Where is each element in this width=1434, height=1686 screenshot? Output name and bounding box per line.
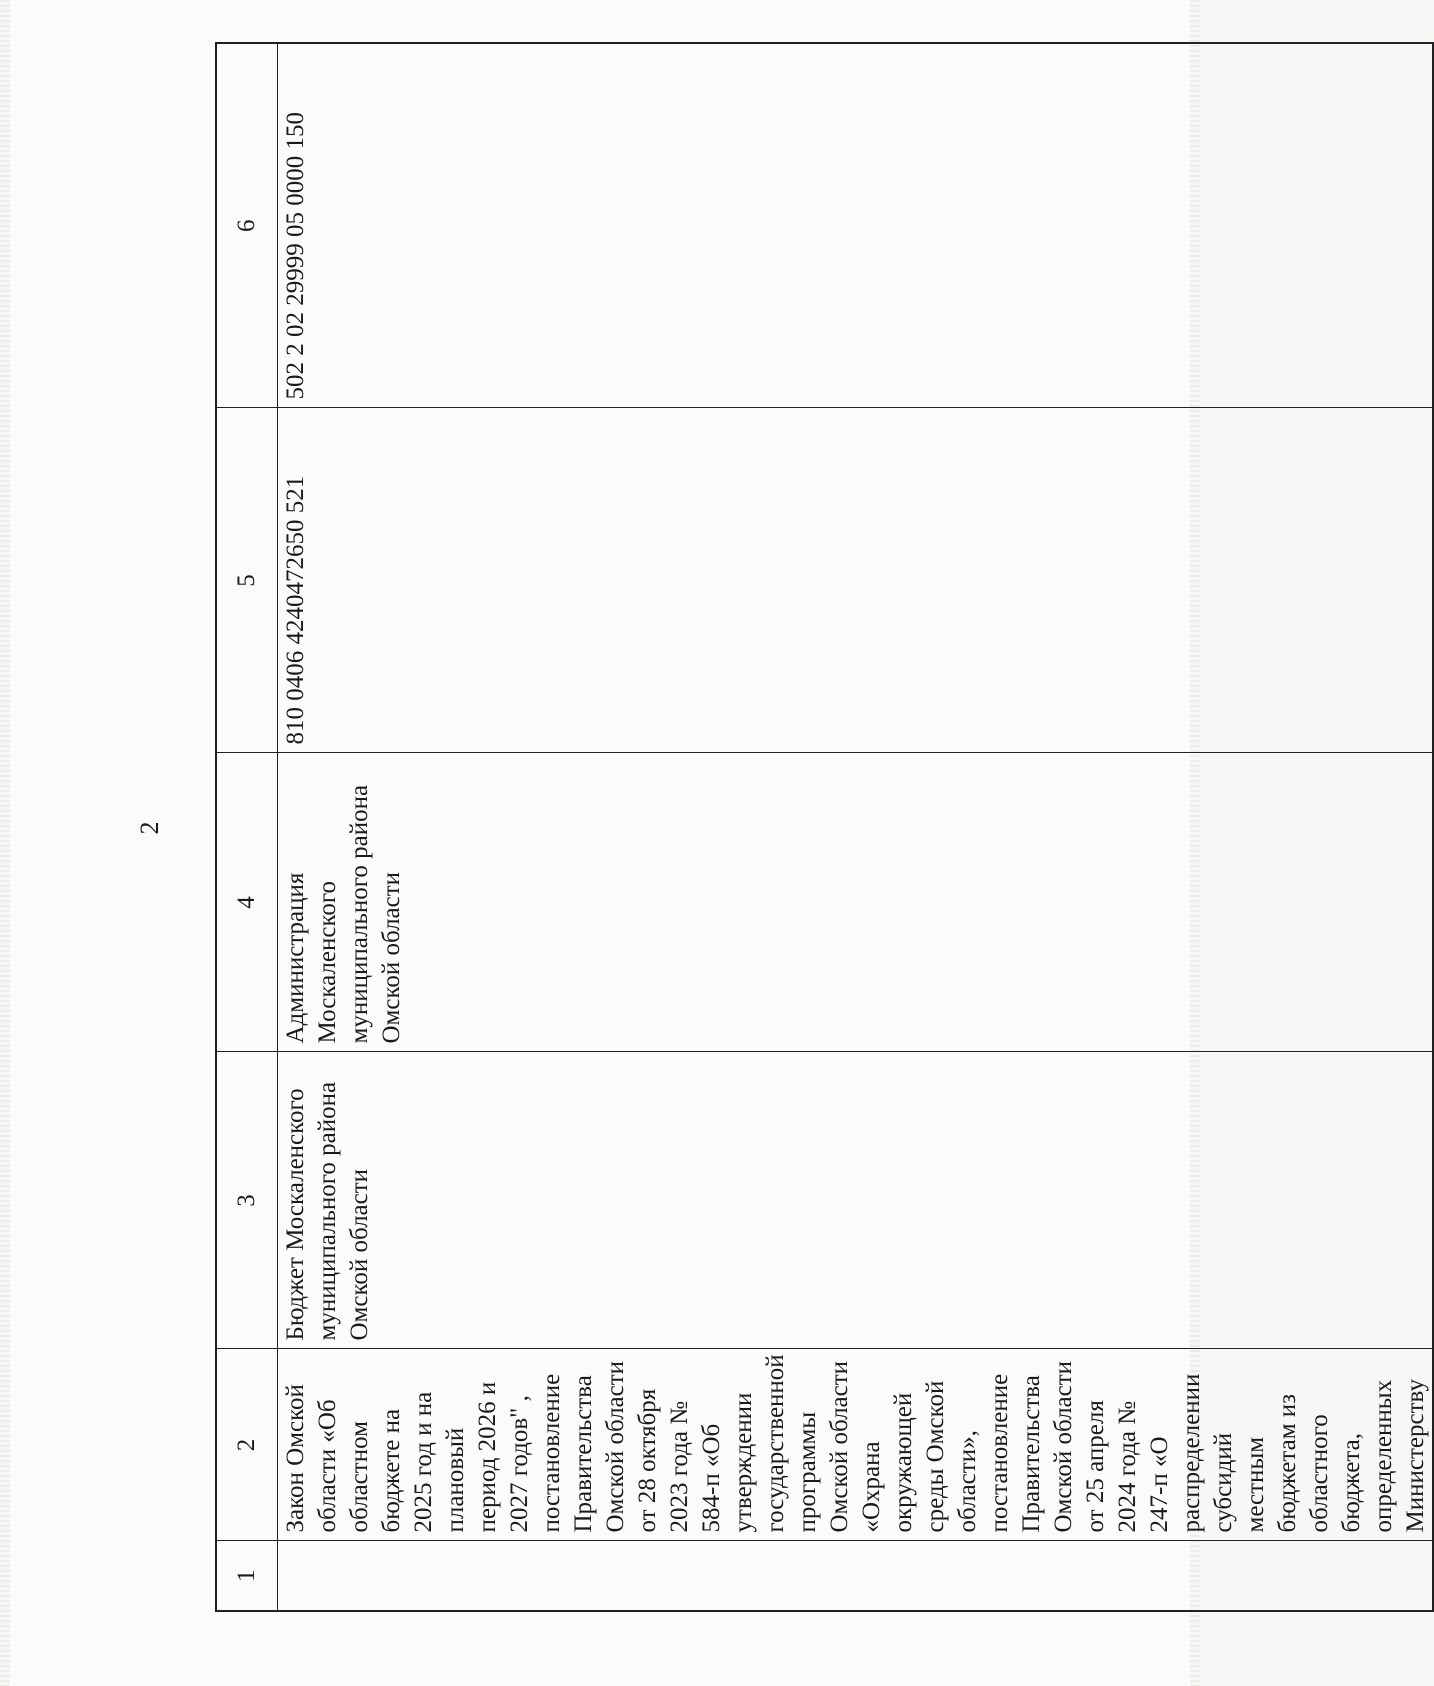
rotated-content [135, 44, 1429, 1612]
data-table [215, 42, 1434, 1612]
cell-col1 [278, 1541, 1434, 1611]
page-number: 2 [135, 821, 164, 835]
legal-basis-text: Закон Омской области «Об областном бюджете на 2025 год и на плановый период 2026 и 2027 годов" , постановление Правительства Омской области от 28 октября 2023 года № 584-п «Об утверждении государственной программы Омской области «Охрана окружающей среды Омской области», постановление Правительства Омской области от 25 апреля 2024 года № 247-п «О распределении субсидий местным бюджетам из областного бюджета, определенных Министерству [282, 1354, 1429, 1533]
column-header-4: 4 [216, 753, 278, 1052]
column-header-1: 1 [216, 1541, 278, 1611]
column-header-2: 2 [216, 1349, 278, 1541]
header-row [216, 43, 278, 1611]
column-header-5: 5 [216, 408, 278, 753]
revenue-code-text: 502 2 02 29999 05 0000 150 [282, 112, 309, 400]
cell-legal-basis [278, 1349, 1434, 1541]
expense-code-text: 810 0406 4240472650 521 [282, 475, 309, 745]
table-row [278, 43, 1434, 1611]
column-header-6: 6 [216, 43, 278, 408]
cell-expense-code [278, 408, 1434, 753]
cell-budget [278, 1052, 1434, 1349]
administrator-text: Администрация Москаленского муниципального района Омской области [282, 784, 405, 1044]
budget-text: Бюджет Москаленского муниципального района Омской области [282, 1081, 373, 1341]
column-header-3: 3 [216, 1052, 278, 1349]
cell-revenue-code [278, 43, 1434, 408]
cell-administrator [278, 753, 1434, 1052]
scan-edge-left [0, 0, 10, 1686]
